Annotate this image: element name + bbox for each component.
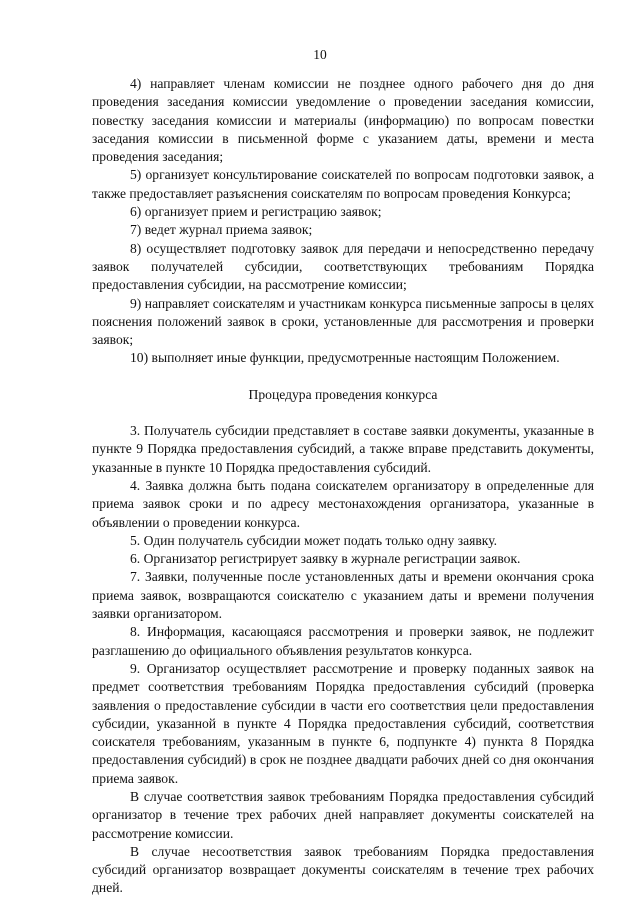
paragraph-noncompliance: В случае несоответствия заявок требованиям Порядка предоставления субсидий организатор возвращает документы соискателям в течение трех рабочих дней. [92,843,594,896]
document-body [92,75,594,898]
paragraph-compliance: В случае соответствия заявок требованиям Порядка предоставления субсидий организатор в течение трех рабочих дней направляет документы соискателей на рассмотрение комиссии. [92,788,594,841]
paragraph-clause-7: 7. Заявки, полученные после установленных даты и времени окончания срока приема заявок, возвращаются соискателю с указанием даты и времени получения заявки организатором. [92,569,594,622]
paragraph-clause-8: 8. Информация, касающаяся рассмотрения и проверки заявок, не подлежит разглашению до официального объявления результатов конкурса. [92,624,594,658]
paragraph-clause-5: 5. Один получатель субсидии может подать только одну заявку. [130,532,498,548]
paragraph-clause-6: 6. Организатор регистрирует заявку в журнале регистрации заявок. [130,551,521,567]
paragraph-item-10: 10) выполняет иные функции, предусмотренные настоящим Положением. [130,350,560,366]
section-title: Процедура проведения конкурса [248,386,438,402]
paragraph-item-5: 5) организует консультирование соискателей по вопросам подготовки заявок, а также предоставляет разъяснения соискателям по вопросам проведения Конкурса; [92,167,594,201]
paragraph-clause-9: 9. Организатор осуществляет рассмотрение и проверку поданных заявок на предмет соответствия требованиям Порядка предоставления субсидий (проверка заявления о предоставление субсидии в части его соответствия цели предоставления субсидии, указанной в пункте 4 Порядка предоставления субсидий, соответствия соискателя требованиям, указанным в пункте 6, подпункте 4) пункта 8 Порядка предоставления субсидий) в срок не позднее двадцати рабочих дней со дня окончания приема заявок. [92,660,594,786]
paragraph-item-7: 7) ведет журнал приема заявок; [130,222,313,238]
paragraph-item-4: 4) направляет членам комиссии не позднее одного рабочего дня до дня проведения заседания комиссии уведомление о проведении заседания комиссии, повестку заседания комиссии и материалы (информацию) по вопросам повестки заседания комиссии в письменной форме с указанием даты, времени и места проведения заседания; [92,76,594,165]
paragraph-clause-3: 3. Получатель субсидии представляет в составе заявки документы, указанные в пункте 9 Порядка предоставления субсидий, а также вправе представить документы, указанные в пункте 10 Порядка предоставления субсидий. [92,423,594,475]
paragraph-item-9: 9) направляет соискателям и участникам конкурса письменные запросы в целях пояснения положений заявок в сроки, установленные для рассмотрения и проверки заявок; [92,295,594,348]
paragraph-item-8: 8) осуществляет подготовку заявок для передачи и непосредственно передачу заявок получателей субсидии, соответствующих требованиям Порядка предоставления субсидии, на рассмотрение комиссии; [92,240,594,293]
page-number: 10 [313,47,327,62]
paragraph-clause-4: 4. Заявка должна быть подана соискателем организатору в определенные для приема заявок сроки и по адресу местонахождения организатора, указанные в объявлении о проведении конкурса. [92,477,594,530]
paragraph-item-6: 6) организует прием и регистрацию заявок; [130,204,382,220]
